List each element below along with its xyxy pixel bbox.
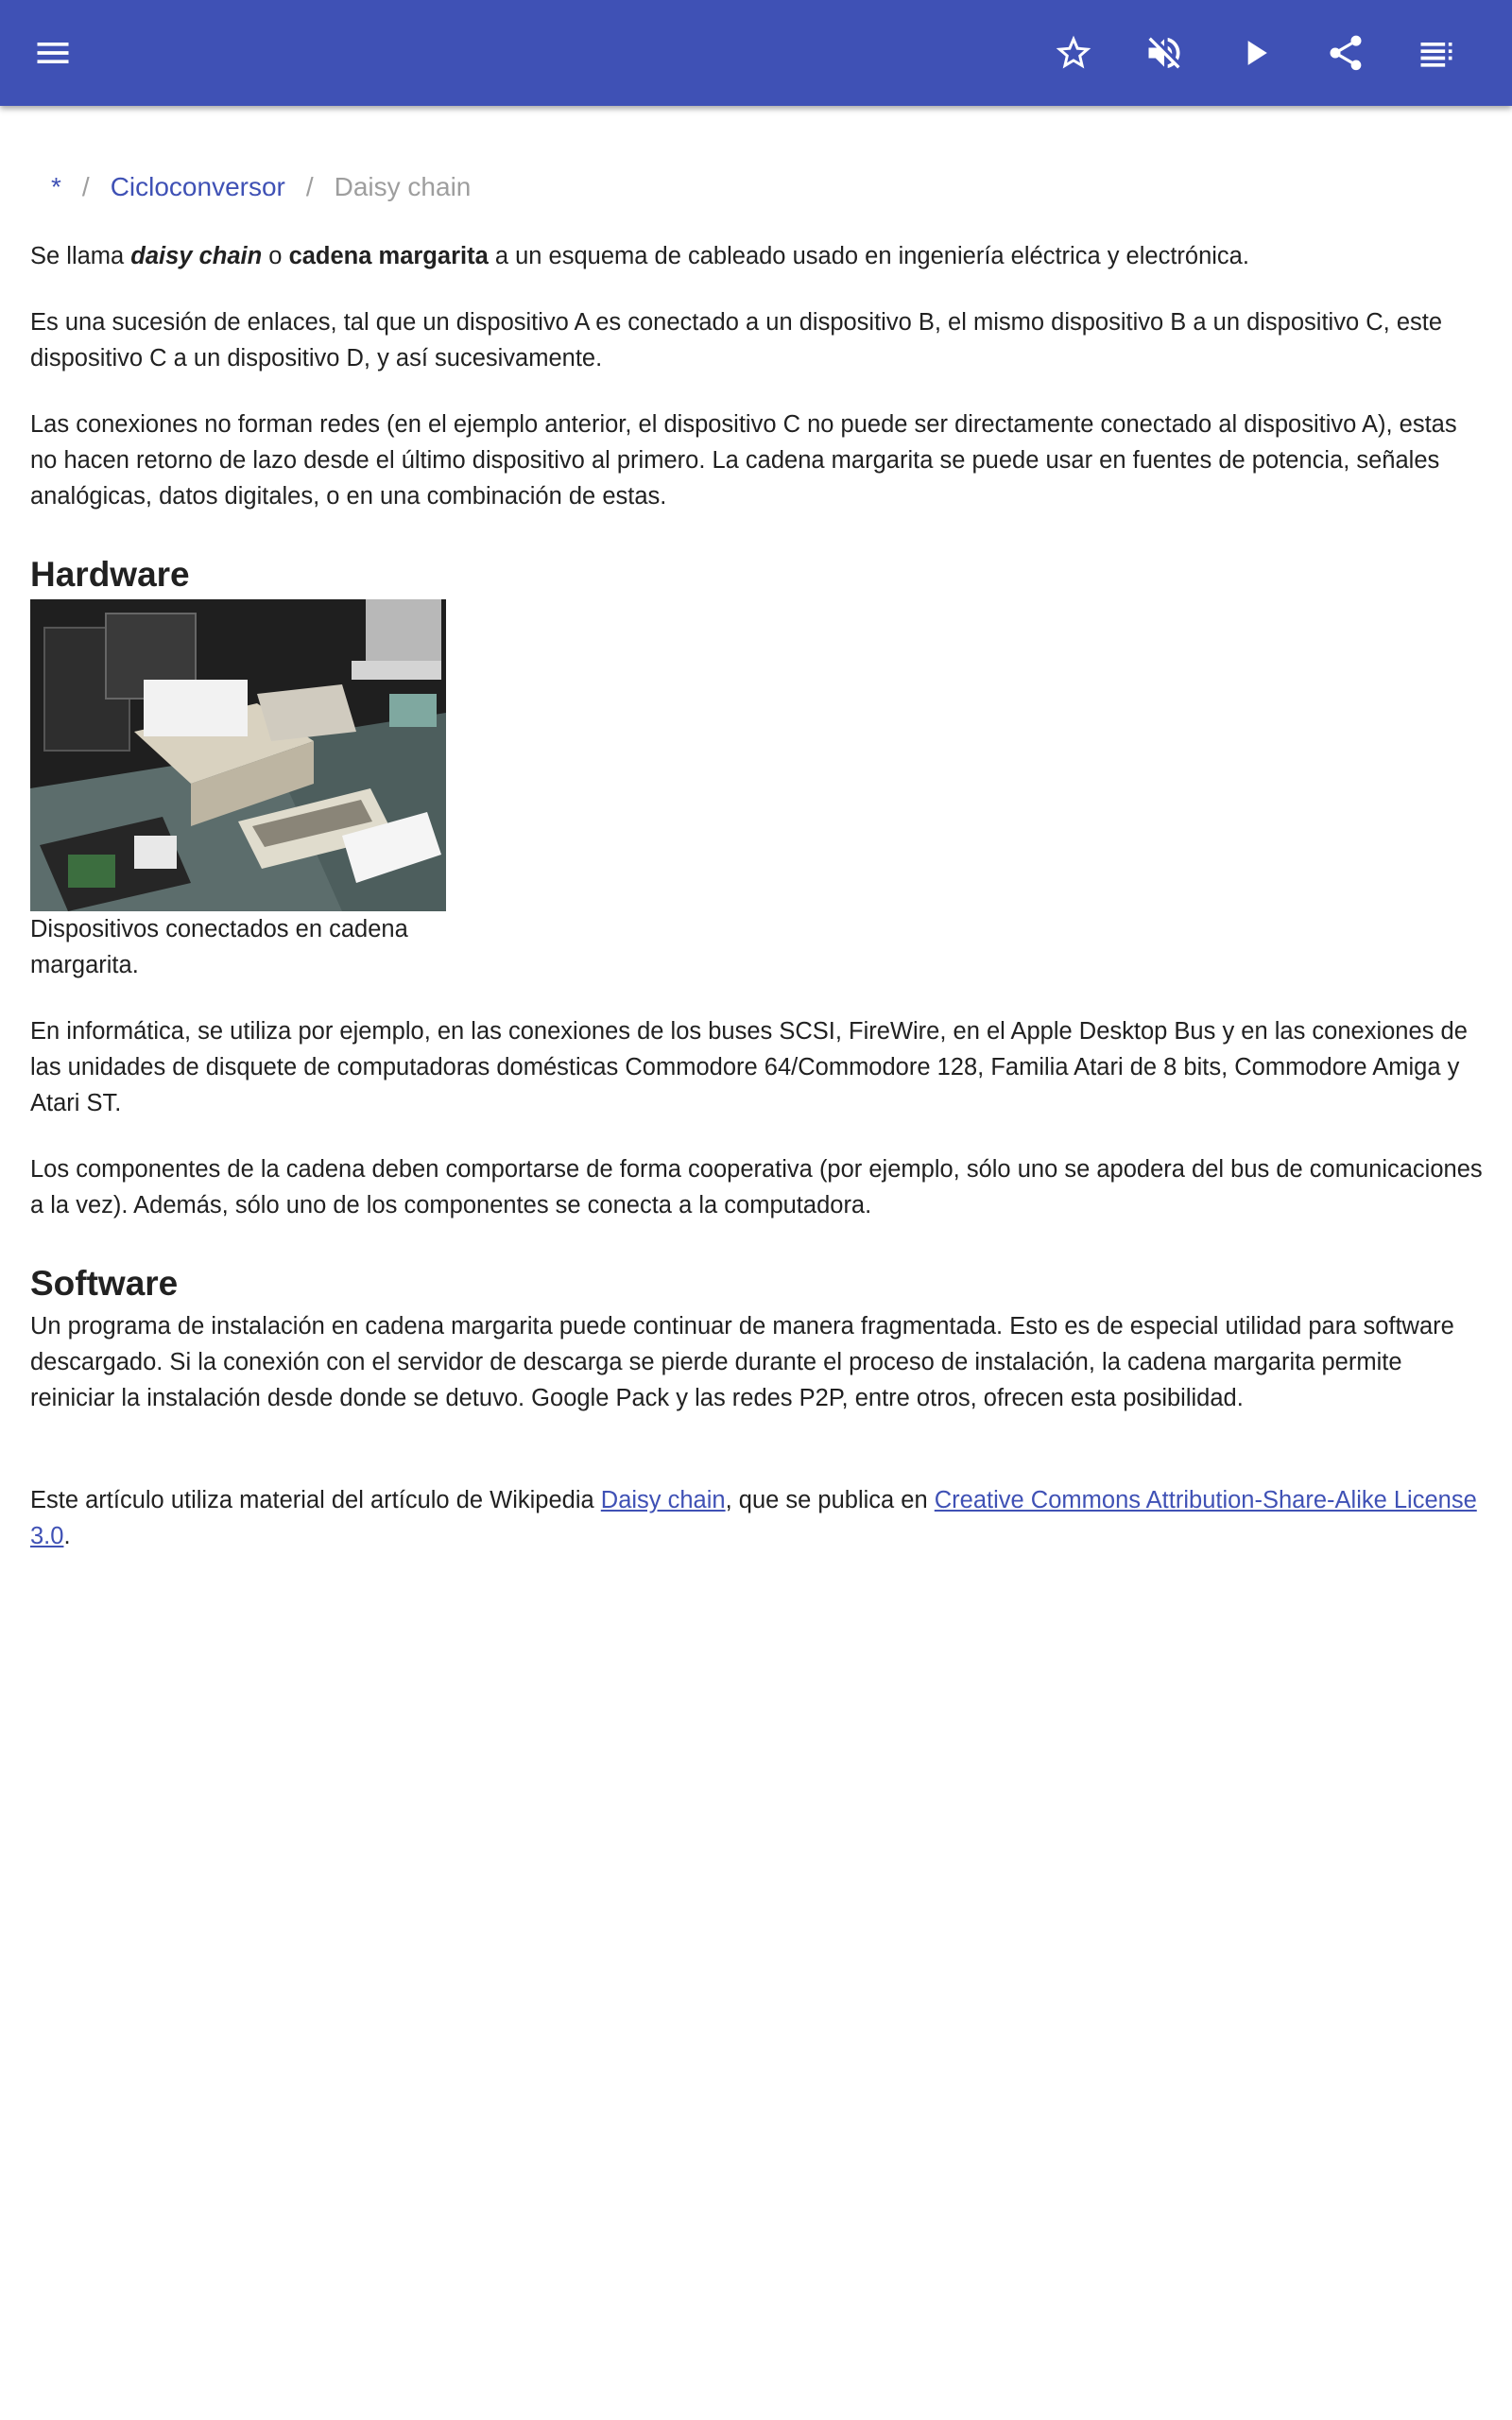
attribution-text: , que se publica en	[725, 1487, 935, 1513]
intro-paragraph-3: Las conexiones no forman redes (en el ejemplo anterior, el dispositivo C no puede ser directamente conectado al dispositivo A), estas no hacen retorno de lazo desde el último dispositivo al primero. La cadena margarita se puede usar en fuentes de potencia, señales analógicas, datos digitales, o en una combinación de estas.	[30, 411, 1457, 510]
hardware-paragraph-1: En informática, se utiliza por ejemplo, en las conexiones de los buses SCSI, FireWire, en el Apple Desktop Bus y en las conexiones de las unidades de disquete de computadoras domésticas Commodore 64/Commodore 128, Familia Atari de 8 bits, Commodore Amiga y Atari ST.	[30, 1018, 1468, 1116]
software-heading: Software	[30, 1264, 179, 1303]
intro-text: Se llama	[30, 243, 131, 269]
term-cadena-margarita: cadena margarita	[288, 243, 489, 269]
hardware-figure	[30, 599, 446, 983]
attribution-text: .	[63, 1523, 71, 1549]
intro-paragraph-2: Es una sucesión de enlaces, tal que un dispositivo A es conectado a un dispositivo B, el mismo dispositivo B a un dispositivo C, este dispositivo C a un dispositivo D, y así sucesivamente.	[30, 309, 1443, 372]
breadcrumb-separator: /	[81, 172, 90, 201]
star-icon[interactable]	[1045, 25, 1102, 81]
play-icon[interactable]	[1227, 25, 1283, 81]
breadcrumb	[51, 168, 471, 206]
breadcrumb-home-link[interactable]: *	[51, 172, 61, 201]
menu-icon[interactable]	[25, 25, 81, 81]
attribution-text: Este artículo utiliza material del artículo de Wikipedia	[30, 1487, 601, 1513]
list-icon[interactable]	[1408, 25, 1465, 81]
intro-text: a un esquema de cableado usado en ingeniería eléctrica y electrónica.	[488, 243, 1249, 269]
wikipedia-article-link[interactable]: Daisy chain	[600, 1487, 726, 1513]
hardware-heading: Hardware	[30, 555, 190, 594]
hardware-paragraph-2: Los componentes de la cadena deben comportarse de forma cooperativa (por ejemplo, sólo uno se apodera del bus de comunicaciones a la vez). Además, sólo uno de los componentes se conecta a la computadora.	[30, 1156, 1483, 1219]
figure-caption: Dispositivos conectados en cadena margarita.	[30, 916, 408, 978]
breadcrumb-parent-link[interactable]: Cicloconversor	[110, 172, 285, 201]
intro-paragraph-1	[30, 238, 1486, 274]
intro-text: o	[262, 243, 289, 269]
breadcrumb-current: Daisy chain	[334, 172, 472, 201]
breadcrumb-separator: /	[305, 172, 314, 201]
license-link[interactable]: Creative Commons Attribution-Share-Alike License 3.0	[30, 1487, 1477, 1549]
term-daisy-chain: daisy chain	[130, 243, 263, 269]
app-bar	[0, 0, 1512, 106]
volume-off-icon[interactable]	[1136, 25, 1193, 81]
daisy-chain-photo	[30, 599, 446, 911]
software-paragraph-1: Un programa de instalación en cadena margarita puede continuar de manera fragmentada. Esto es de especial utilidad para software descargado. Si la conexión con el servidor de descarga se pierde durante el proceso de instalación, la cadena margarita permite reiniciar la instalación desde donde se detuvo. Google Pack y las redes P2P, entre otros, ofrecen esta posibilidad.	[30, 1313, 1454, 1411]
attribution-paragraph	[30, 1482, 1486, 1554]
share-icon[interactable]	[1317, 25, 1374, 81]
article-content	[30, 238, 1486, 1584]
